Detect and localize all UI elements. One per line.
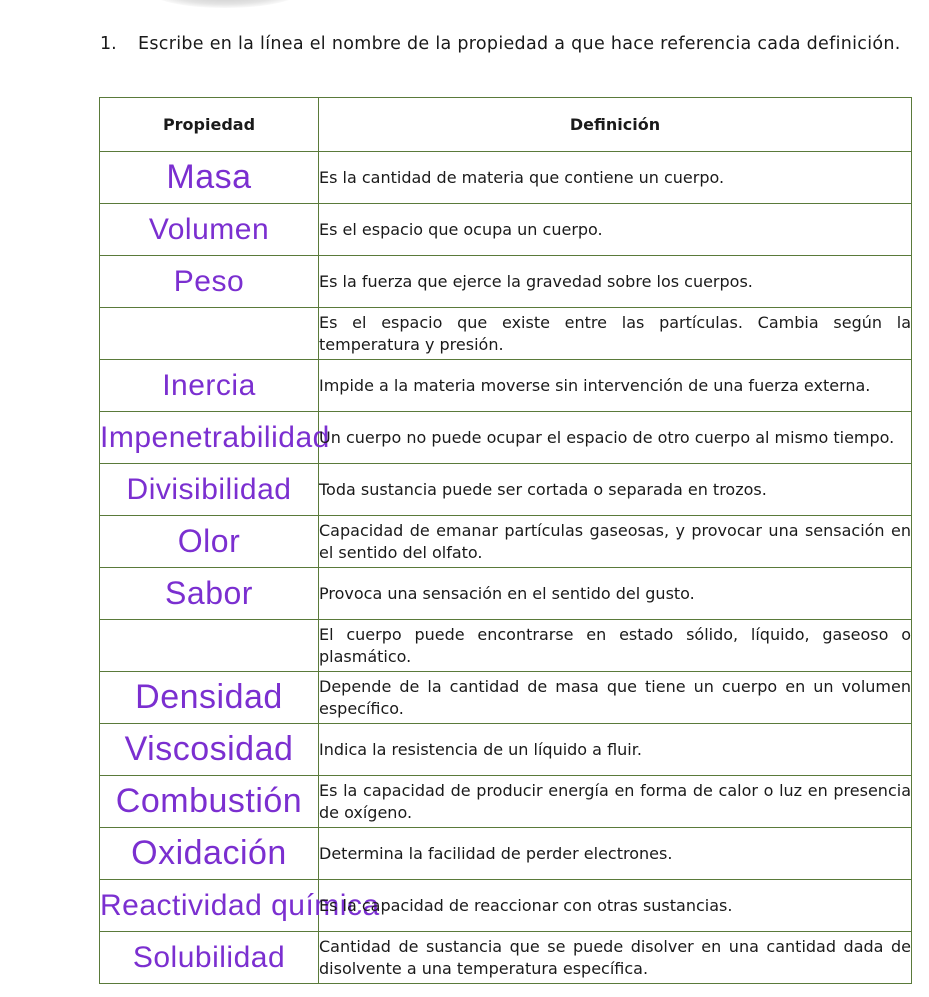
table-row [100,152,912,204]
table-row [100,932,912,984]
properties-table [99,97,912,984]
definition-cell: Es la capacidad de producir energía en forma de calor o luz en presencia de oxígeno. [319,776,912,828]
answer-cell[interactable]: Inercia [100,360,319,412]
definition-cell: Es el espacio que existe entre las partículas. Cambia según la temperatura y presión. [319,308,912,360]
header-property: Propiedad [100,98,319,152]
answer-cell[interactable]: Olor [100,516,319,568]
definition-cell: Es la fuerza que ejerce la gravedad sobre los cuerpos. [319,256,912,308]
table-row [100,880,912,932]
table-row [100,828,912,880]
answer-cell[interactable]: Solubilidad [100,932,319,984]
answer-cell[interactable]: Densidad [100,672,319,724]
table-row [100,204,912,256]
definition-cell: Depende de la cantidad de masa que tiene un cuerpo en un volumen específico. [319,672,912,724]
answer-cell[interactable]: Reactividad química [100,880,319,932]
answer-cell[interactable]: Oxidación [100,828,319,880]
definition-cell: Impide a la materia moverse sin intervención de una fuerza externa. [319,360,912,412]
definition-cell: Provoca una sensación en el sentido del gusto. [319,568,912,620]
answer-cell[interactable] [100,620,319,672]
answer-cell[interactable]: Viscosidad [100,724,319,776]
answer-cell[interactable]: Masa [100,152,319,204]
definition-cell: El cuerpo puede encontrarse en estado sólido, líquido, gaseoso o plasmático. [319,620,912,672]
definition-cell: Cantidad de sustancia que se puede disolver en una cantidad dada de disolvente a una temperatura específica. [319,932,912,984]
instruction-text: Escribe en la línea el nombre de la propiedad a que hace referencia cada definición. [138,34,901,54]
page-shadow [150,0,300,8]
definition-cell: Determina la facilidad de perder electrones. [319,828,912,880]
definition-cell: Es el espacio que ocupa un cuerpo. [319,204,912,256]
instruction-number: 1. [100,34,117,54]
answer-cell[interactable]: Impenetrabilidad [100,412,319,464]
definition-cell: Es la capacidad de reaccionar con otras sustancias. [319,880,912,932]
definition-cell: Toda sustancia puede ser cortada o separada en trozos. [319,464,912,516]
definition-cell: Capacidad de emanar partículas gaseosas, y provocar una sensación en el sentido del olfato. [319,516,912,568]
header-definition: Definición [319,98,912,152]
table-row [100,776,912,828]
table-row [100,568,912,620]
table-row [100,620,912,672]
instruction [100,30,905,58]
answer-cell[interactable]: Peso [100,256,319,308]
answer-cell[interactable]: Divisibilidad [100,464,319,516]
table-row [100,724,912,776]
table-row [100,464,912,516]
definition-cell: Es la cantidad de materia que contiene un cuerpo. [319,152,912,204]
table-header-row [100,98,912,152]
table-row [100,672,912,724]
definition-cell: Un cuerpo no puede ocupar el espacio de otro cuerpo al mismo tiempo. [319,412,912,464]
table-row [100,412,912,464]
table-row [100,308,912,360]
answer-cell[interactable] [100,308,319,360]
table-row [100,360,912,412]
answer-cell[interactable]: Sabor [100,568,319,620]
definition-cell: Indica la resistencia de un líquido a fluir. [319,724,912,776]
table-row [100,256,912,308]
answer-cell[interactable]: Combustión [100,776,319,828]
table-row [100,516,912,568]
answer-cell[interactable]: Volumen [100,204,319,256]
